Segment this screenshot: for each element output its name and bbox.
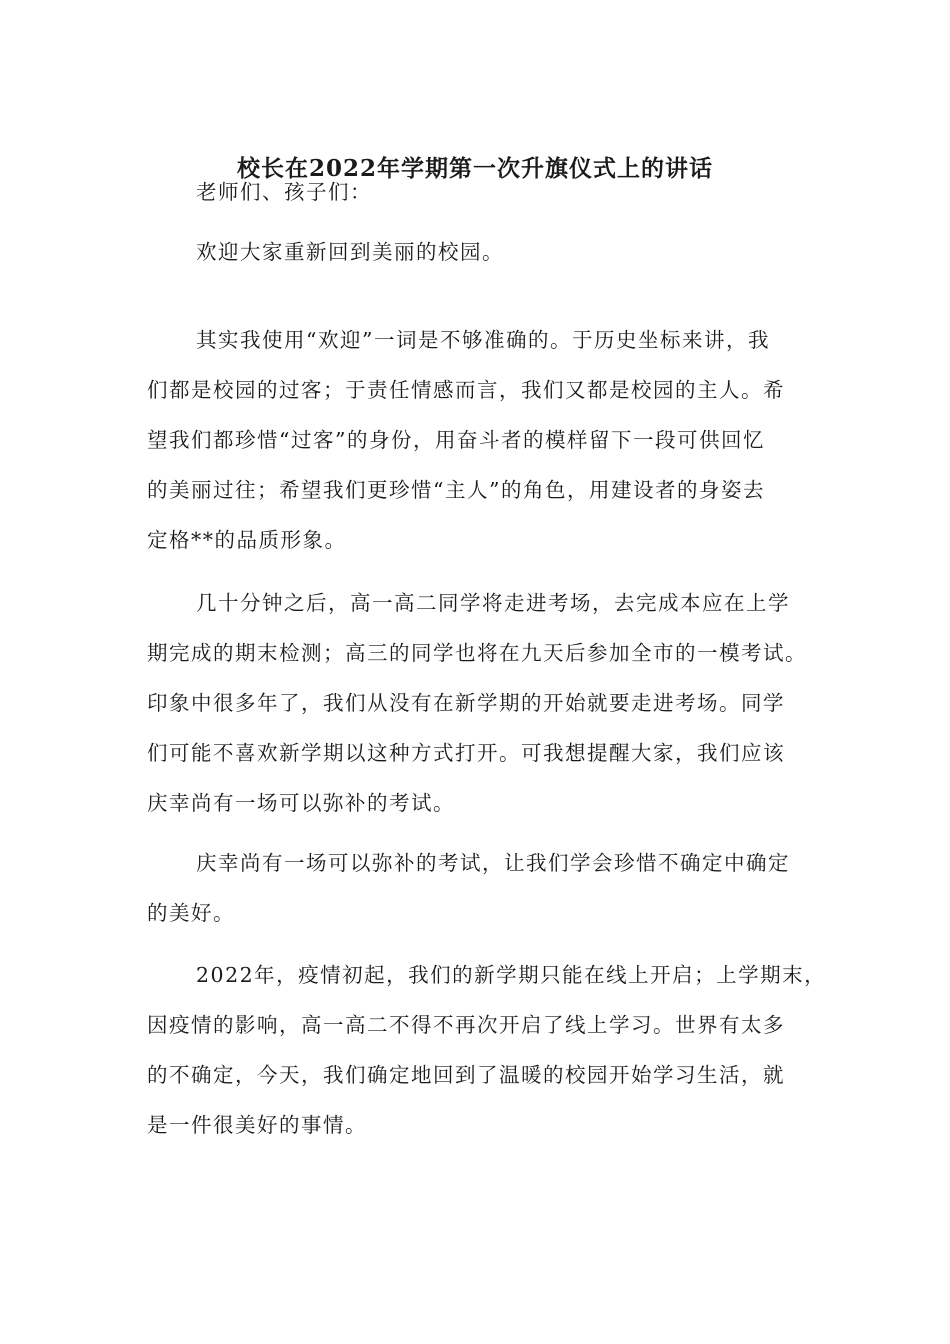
paragraph-line: 的美好。: [147, 901, 235, 925]
paragraph-line: 期完成的期末检测；高三的同学也将在九天后参加全市的一模考试。: [147, 641, 807, 665]
paragraph-line: 2022年，疫情初起，我们的新学期只能在线上开启；上学期末，: [196, 963, 827, 987]
paragraph-line: 定格**的品质形象。: [147, 528, 347, 552]
paragraph-welcome: [147, 227, 807, 277]
paragraph-exam: [147, 578, 807, 828]
paragraph-salutation: [147, 167, 807, 217]
paragraph-pandemic: [147, 950, 827, 1150]
paragraph-line: 其实我使用“欢迎”一词是不够准确的。于历史坐标来讲，我: [196, 328, 770, 352]
paragraph-line: 望我们都珍惜“过客”的身份，用奋斗者的模样留下一段可供回忆: [147, 428, 765, 452]
paragraph-line: 老师们、孩子们：: [196, 180, 372, 204]
paragraph-line: 的美丽过往；希望我们更珍惜“主人”的角色，用建设者的身姿去: [147, 478, 765, 502]
paragraph-cherish: [147, 838, 807, 938]
document-title: 校长在2022年学期第一次升旗仪式上的讲话: [236, 155, 713, 183]
paragraph-line: 庆幸尚有一场可以弥补的考试。: [147, 791, 455, 815]
paragraph-line: 们可能不喜欢新学期以这种方式打开。可我想提醒大家，我们应该: [147, 741, 785, 765]
paragraph-line: 欢迎大家重新回到美丽的校园。: [196, 240, 504, 264]
paragraph-line: 是一件很美好的事情。: [147, 1113, 367, 1137]
paragraph-line: 印象中很多年了，我们从没有在新学期的开始就要走进考场。同学: [147, 691, 785, 715]
paragraph-line: 因疫情的影响，高一高二不得不再次开启了线上学习。世界有太多: [147, 1013, 785, 1037]
paragraph-line: 们都是校园的过客；于责任情感而言，我们又都是校园的主人。希: [147, 378, 785, 402]
paragraph-guest-host: [147, 315, 807, 565]
paragraph-line: 的不确定，今天，我们确定地回到了温暖的校园开始学习生活，就: [147, 1063, 785, 1087]
paragraph-line: 几十分钟之后，高一高二同学将走进考场，去完成本应在上学: [196, 591, 790, 615]
paragraph-line: 庆幸尚有一场可以弥补的考试，让我们学会珍惜不确定中确定: [196, 851, 790, 875]
